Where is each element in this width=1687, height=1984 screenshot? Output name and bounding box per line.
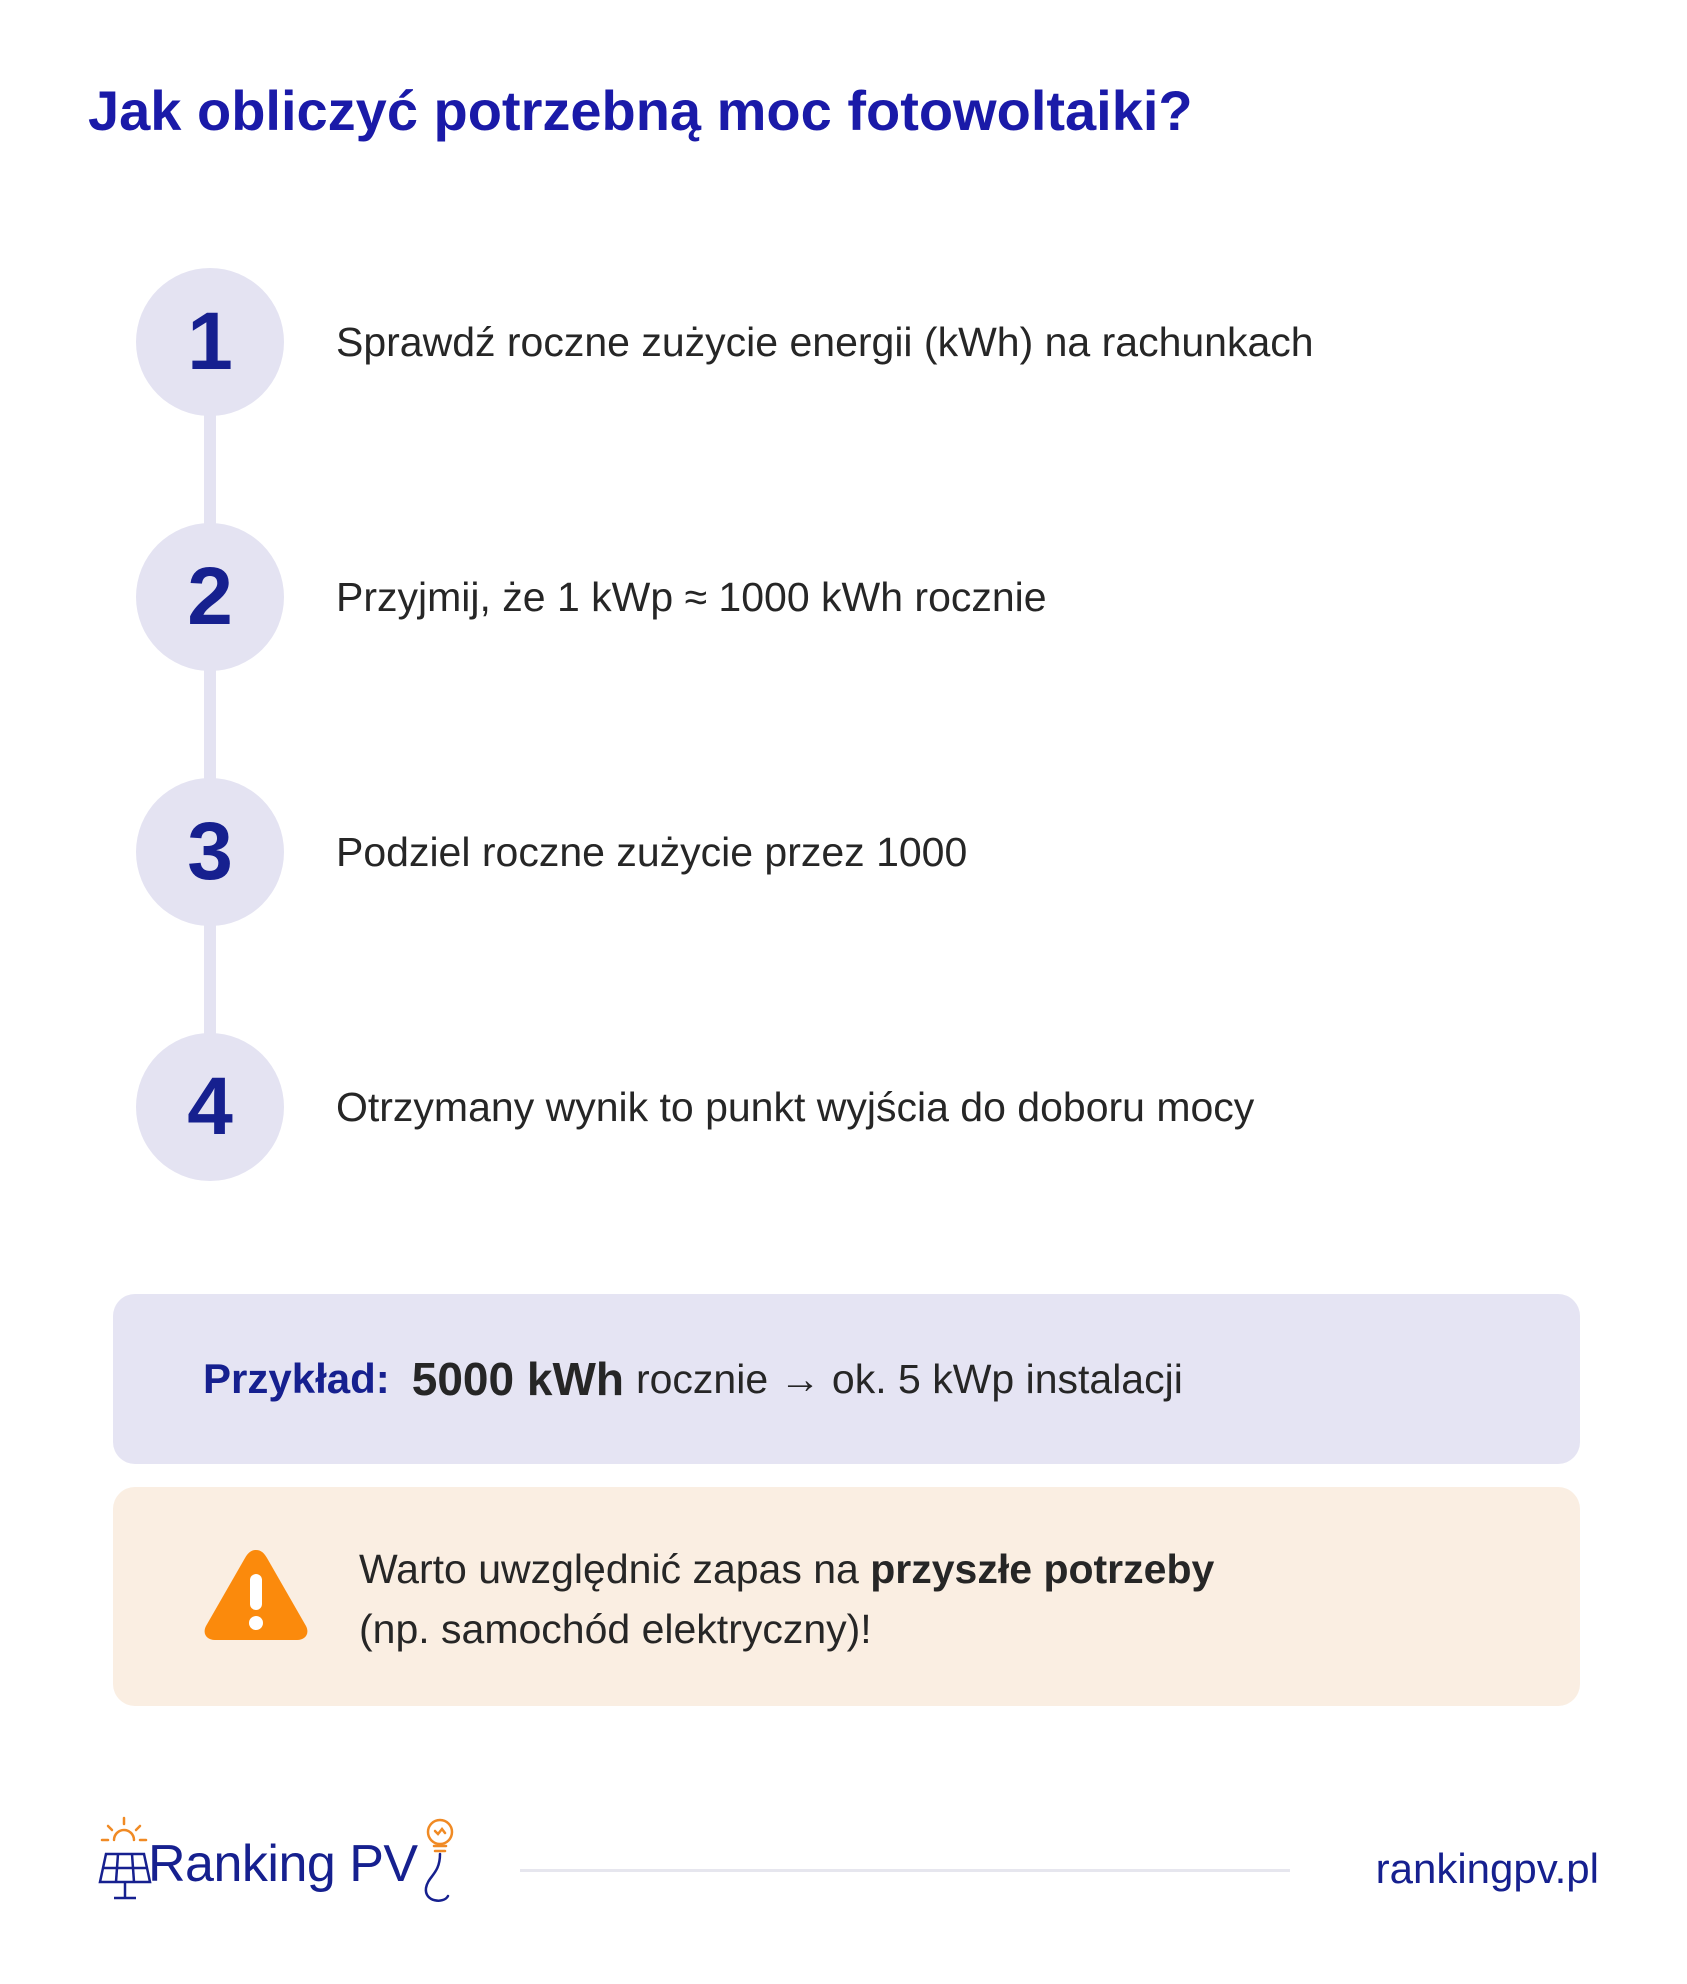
step-connector <box>204 660 216 784</box>
example-value: 5000 kWh <box>411 1353 624 1405</box>
step-connector <box>204 405 216 529</box>
step-number-4: 4 <box>136 1033 284 1181</box>
footer-url[interactable]: rankingpv.pl <box>1375 1845 1599 1892</box>
ranking-pv-logo <box>96 1810 464 1920</box>
page-title: Jak obliczyć potrzebną moc fotowoltaiki? <box>88 79 1193 142</box>
example-box <box>113 1294 1580 1464</box>
warning-text-start: Warto uwzględnić zapas na <box>359 1546 871 1592</box>
step-connector <box>204 915 216 1039</box>
step-text-1: Sprawdź roczne zużycie energii (kWh) na rachunkach <box>336 319 1314 365</box>
step-text-4: Otrzymany wynik to punkt wyjścia do doboru mocy <box>336 1084 1255 1130</box>
step-number-1: 1 <box>136 268 284 416</box>
warning-text-line2: (np. samochód elektryczny)! <box>359 1606 872 1652</box>
step-number-2: 2 <box>136 523 284 671</box>
warning-box <box>113 1487 1580 1706</box>
solar-panel-icon <box>96 1810 156 1920</box>
warning-text <box>359 1539 1214 1659</box>
step-text-2: Przyjmij, że 1 kWp ≈ 1000 kWh rocznie <box>336 574 1047 620</box>
example-label: Przykład: <box>203 1355 390 1402</box>
logo-text: Ranking PV <box>148 1835 418 1893</box>
step-number-3: 3 <box>136 778 284 926</box>
step-text-3: Podziel roczne zużycie przez 1000 <box>336 829 968 875</box>
footer-divider <box>520 1869 1290 1872</box>
lightbulb-icon <box>418 1810 462 1920</box>
warning-text-bold: przyszłe potrzeby <box>870 1546 1215 1592</box>
example-result: rocznie → ok. 5 kWp instalacji <box>635 1355 1183 1402</box>
warning-triangle-icon <box>201 1544 311 1644</box>
